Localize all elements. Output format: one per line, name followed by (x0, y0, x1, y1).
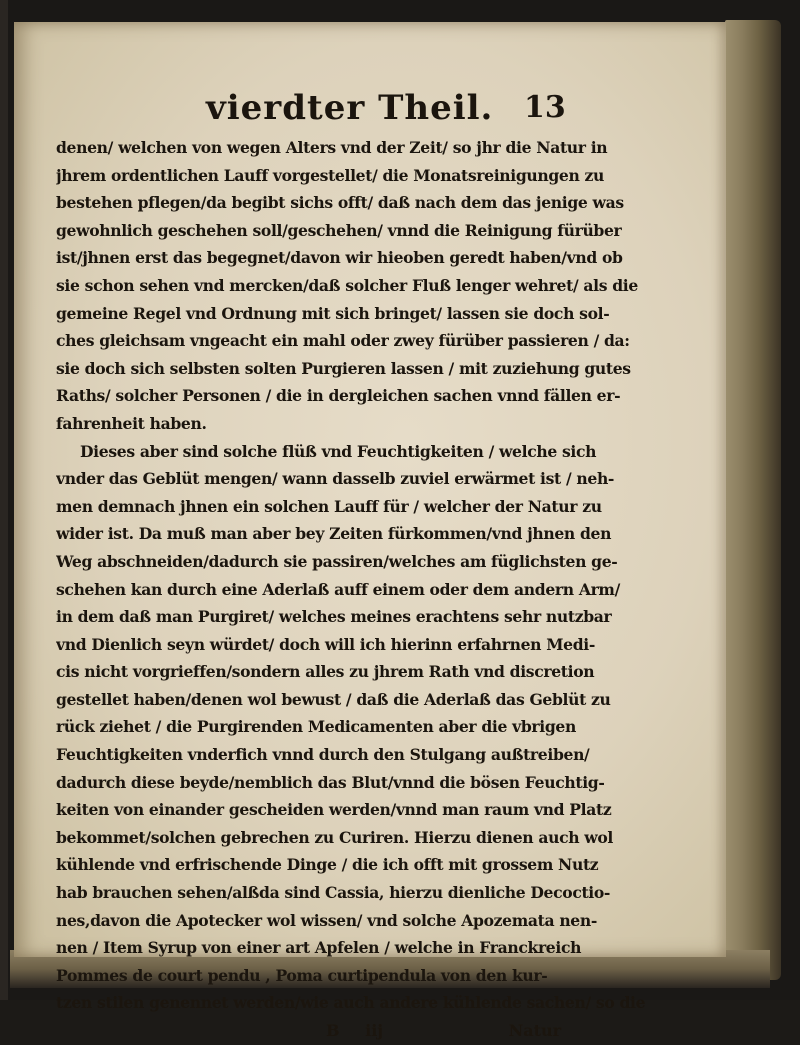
text-line: cis nicht vorgrieffen/sondern alles zu jhrem Rath vnd discretion (56, 662, 595, 682)
running-head (56, 86, 716, 132)
signature-mark: B (326, 1021, 340, 1040)
text-line: Pommes de court pendu , Poma curtipendula von den kur- (56, 965, 548, 985)
text-line: men demnach jhnen ein solchen Lauff für / welcher der Natur zu (56, 496, 602, 516)
text-line: denen/ welchen von wegen Alters vnd der Zeit/ so jhr die Natur in (56, 138, 608, 157)
text-line: fahrenheit haben. (56, 413, 207, 433)
text-line: Weg abschneiden/dadurch sie passiren/welches am füglichsten ge- (56, 551, 618, 571)
text-line: sie doch sich selbsten solten Purgieren lassen / mit zuziehung gutes (56, 358, 631, 378)
text-line: vnder das Geblüt mengen/ wann dasselb zuviel erwärmet ist / neh- (56, 469, 615, 489)
text-line: wider ist. Da muß man aber bey Zeiten fürkommen/vnd jhnen den (56, 524, 612, 544)
page-number: 13 (524, 90, 566, 125)
text-line: rück ziehet / die Purgirenden Medicamenten aber die vbrigen (56, 717, 576, 737)
body-text (56, 134, 716, 1045)
running-title: vierdter Theil. (206, 88, 494, 128)
signature-line (56, 1017, 716, 1045)
catchword: Natur (508, 1021, 562, 1040)
text-line: Raths/ solcher Personen / die in dergleichen sachen vnnd fällen er- (56, 386, 621, 406)
text-line: sie schon sehen vnd mercken/daß solcher Fluß lenger wehret/ als die (56, 275, 638, 295)
text-line: ches gleichsam vngeacht ein mahl oder zwey fürüber passieren / da: (56, 331, 630, 351)
text-line: hab brauchen sehen/alßda sind Cassia, hierzu dienliche Decoctio- (56, 883, 611, 903)
text-line: gestellet haben/denen wol bewust / daß die Aderlaß das Geblüt zu (56, 689, 611, 709)
text-line: vnd Dienlich seyn würdet/ doch will ich hierinn erfahrnen Medi- (56, 634, 595, 654)
book-edge-right (725, 20, 781, 980)
text-line: jhrem ordentlichen Lauff vorgestellet/ die Monatsreinigungen zu (56, 165, 605, 185)
text-line: bestehen pflegen/da begibt sichs offt/ daß nach dem das jenige was (56, 193, 624, 213)
text-line: schehen kan durch eine Aderlaß auff einem oder dem andern Arm/ (56, 579, 620, 599)
text-line: nes,davon die Apotecker wol wissen/ vnd solche Apozemata nen- (56, 910, 597, 930)
text-line: bekommet/solchen gebrechen zu Curiren. Hierzu dienen auch wol (56, 827, 613, 847)
book-page (14, 22, 726, 1040)
text-line: nen / Item Syrup von einer art Apfelen / welche in Franckreich (56, 938, 582, 958)
text-line: keiten von einander gescheiden werden/vnnd man raum vnd Platz (56, 800, 612, 820)
text-line: gewohnlich geschehen soll/geschehen/ vnnd die Reinigung fürüber (56, 220, 622, 240)
text-line: in dem daß man Purgiret/ welches meines erachtens sehr nutzbar (56, 607, 612, 627)
text-line: kühlende vnd erfrischende Dinge / die ich offt mit grossem Nutz (56, 855, 599, 875)
text-line: dadurch diese beyde/nemblich das Blut/vnnd die bösen Feuchtig- (56, 772, 605, 792)
signature-number: iij (365, 1021, 384, 1040)
text-line: ist/jhnen erst das begegnet/davon wir hieoben geredt haben/vnd ob (56, 248, 623, 268)
text-line: Dieses aber sind solche flüß vnd Feuchtigkeiten / welche sich (80, 441, 597, 461)
text-line: gemeine Regel vnd Ordnung mit sich bringet/ lassen sie doch sol- (56, 303, 610, 323)
text-line: Feuchtigkeiten vnderfich vnnd durch den Stulgang außtreiben/ (56, 745, 590, 765)
text-line: tzen stilen genennet werden/wie auch andere kühlende sachen/ so die (56, 993, 646, 1013)
